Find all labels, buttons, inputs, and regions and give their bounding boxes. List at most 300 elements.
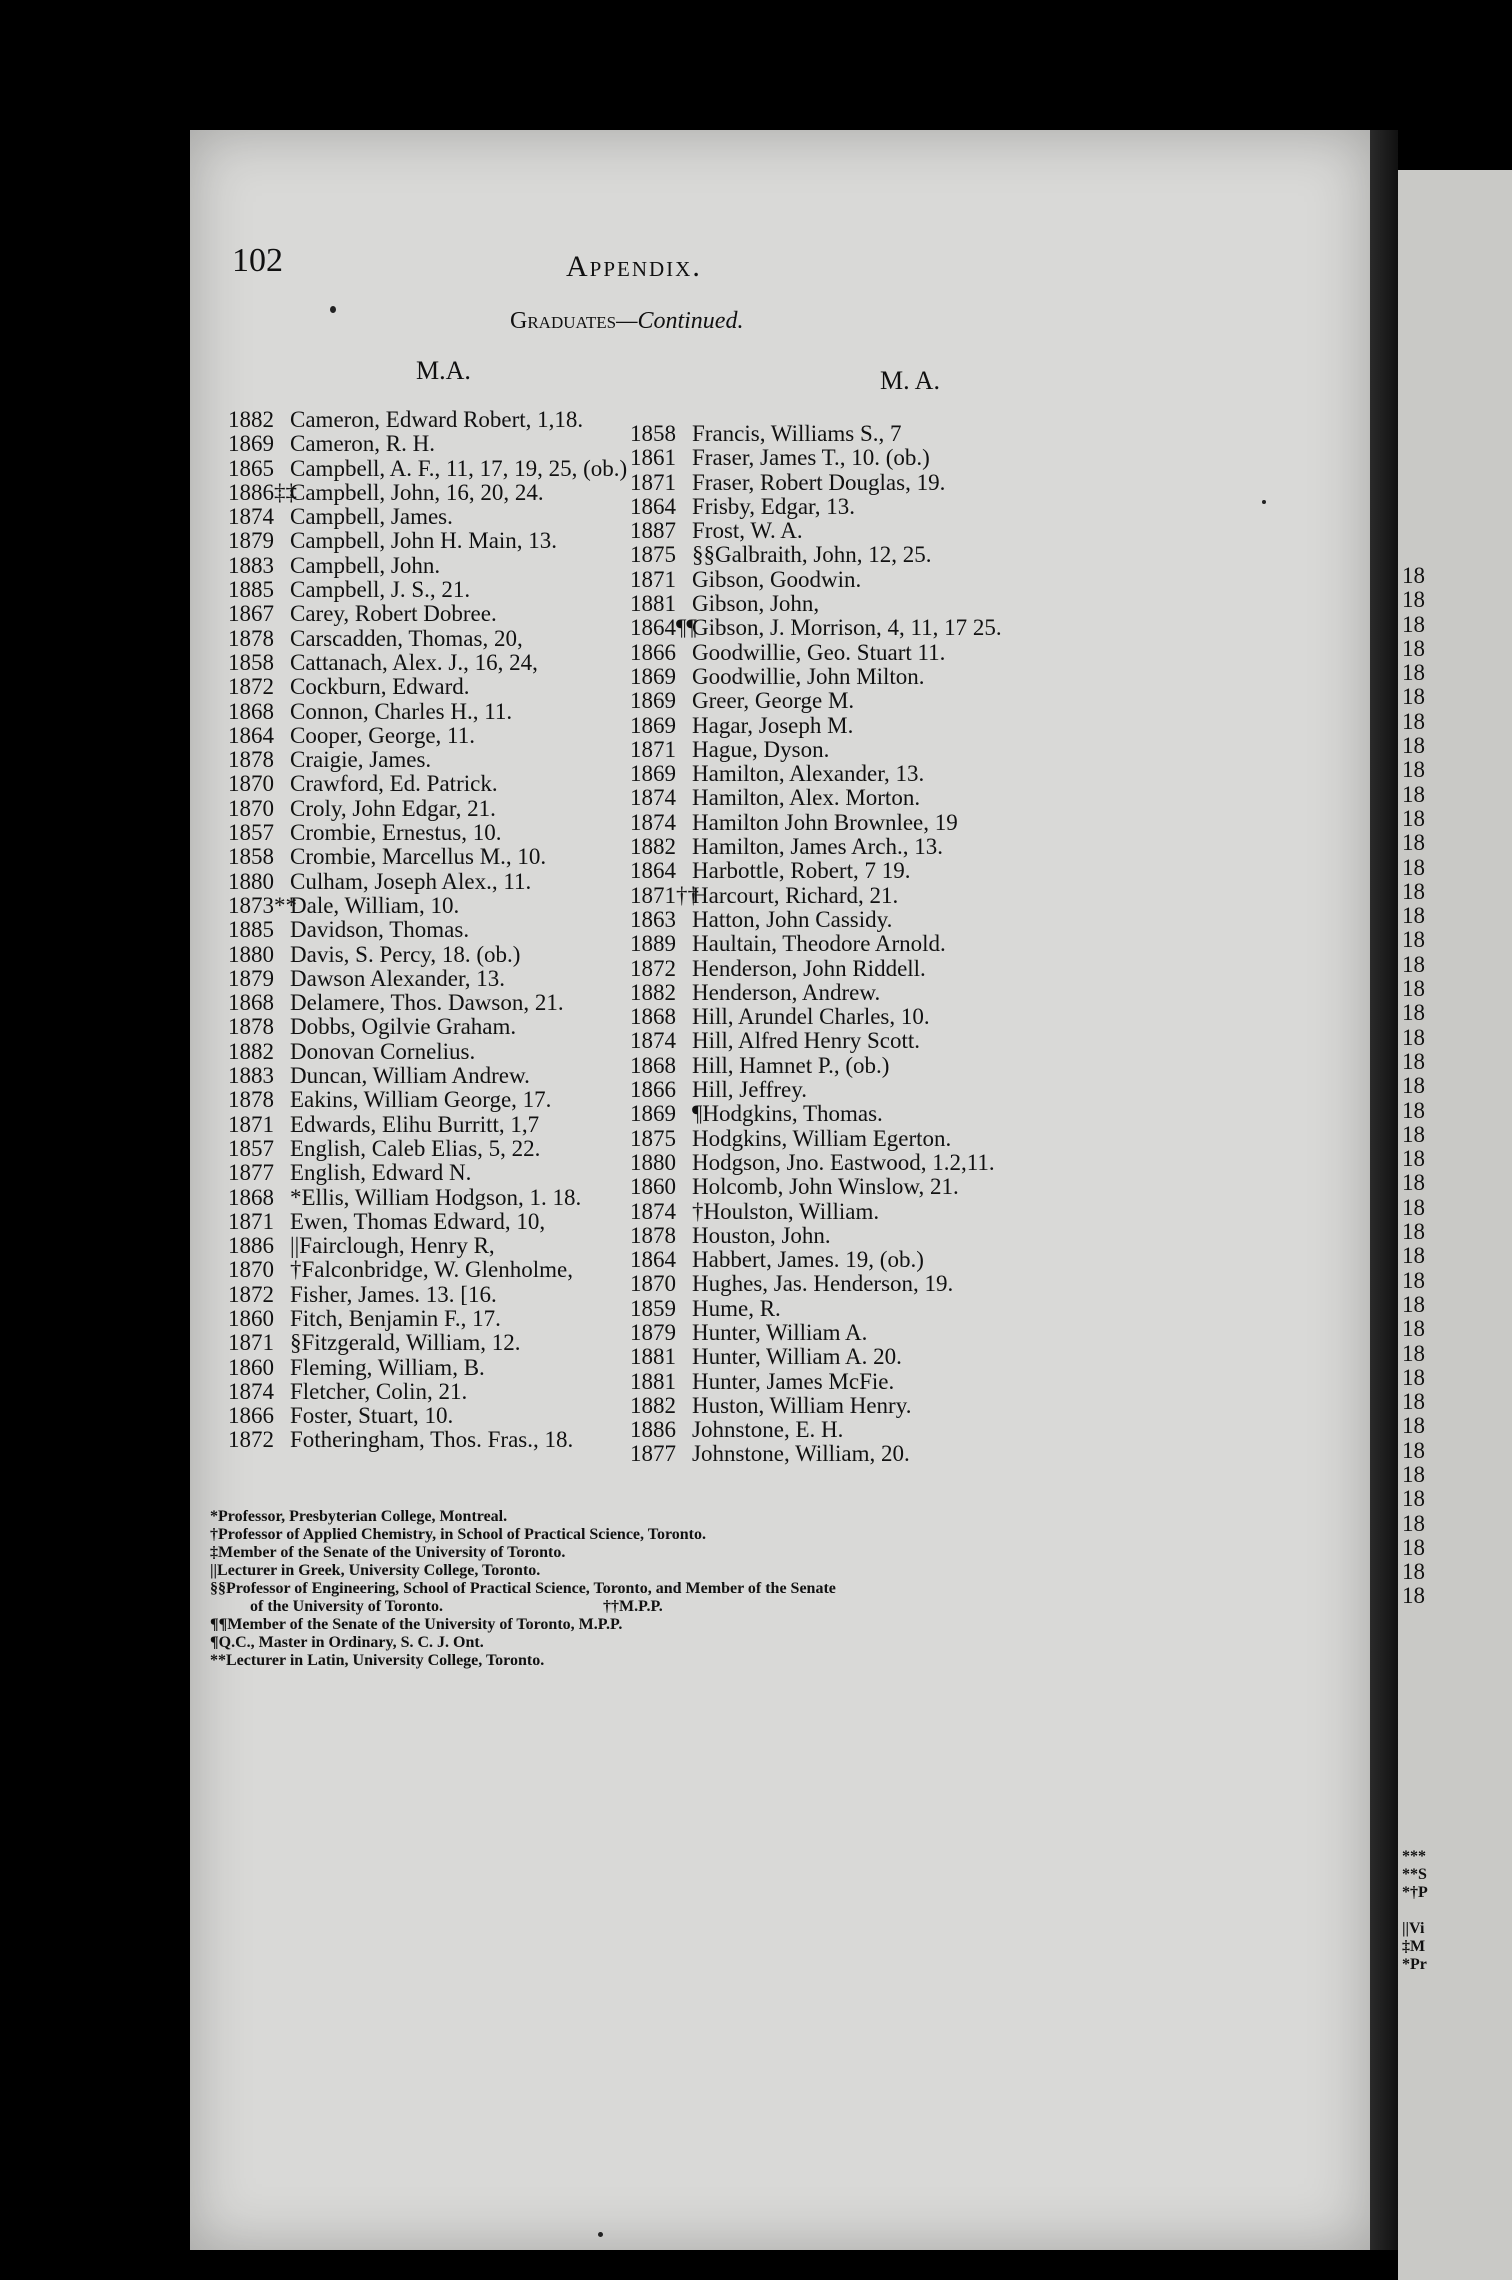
graduation-year: 1879	[228, 529, 274, 554]
adjacent-year-fragment: 18	[1402, 587, 1425, 613]
graduation-year: 1886	[228, 1234, 274, 1259]
graduate-entry	[228, 1040, 638, 1064]
adjacent-year-fragment: 18	[1402, 1364, 1425, 1390]
adjacent-year-fragment: 18	[1402, 1389, 1425, 1415]
graduate-name: Hague, Dyson.	[692, 737, 830, 762]
graduate-entry	[228, 578, 638, 602]
graduate-entry	[228, 1356, 638, 1380]
graduate-entry	[228, 724, 638, 748]
graduation-year: 1875	[630, 1126, 676, 1151]
graduation-year: 1874	[630, 1199, 676, 1224]
graduate-entry	[228, 894, 638, 918]
graduate-name: Goodwillie, John Milton.	[692, 664, 925, 689]
adjacent-year-fragment: 18	[1402, 1243, 1425, 1269]
graduation-year: 1868	[630, 1005, 676, 1030]
graduation-year: 1878	[228, 1088, 274, 1113]
graduation-year: 1885	[228, 578, 274, 603]
graduate-name: Dawson Alexander, 13.	[290, 966, 505, 991]
adjacent-footnote-fragment: ||Vi	[1402, 1920, 1425, 1937]
graduate-name: Hatton, John Cassidy.	[692, 907, 893, 932]
graduate-name: §Fitzgerald, William, 12.	[290, 1331, 521, 1356]
graduation-year: 1871	[228, 1112, 274, 1137]
graduate-entry	[228, 1283, 638, 1307]
adjacent-page-footnote-fragments	[1402, 1848, 1428, 1974]
adjacent-year-fragment: 18	[1402, 1121, 1425, 1147]
graduate-name: Cattanach, Alex. J., 16, 24,	[290, 650, 538, 675]
adjacent-year-fragment: 18	[1402, 1048, 1425, 1074]
graduate-name: Craigie, James.	[290, 748, 432, 773]
graduate-entry	[228, 602, 638, 626]
adjacent-year-fragment: 18	[1402, 805, 1425, 831]
graduation-year: 1871	[228, 1331, 274, 1356]
graduation-year: 1871††	[630, 883, 699, 908]
graduate-entry	[630, 1054, 1080, 1078]
graduate-name: ||Fairclough, Henry R,	[290, 1234, 495, 1259]
section-title: Graduates	[510, 308, 617, 334]
adjacent-year-fragment: 18	[1402, 1559, 1425, 1585]
graduation-year: 1858	[630, 422, 676, 446]
graduation-year: 1872	[228, 675, 274, 700]
graduate-name: Dobbs, Ogilvie Graham.	[290, 1015, 517, 1040]
graduate-name: Campbell, A. F., 11, 17, 19, 25, (ob.)	[290, 456, 628, 481]
page-speck	[330, 306, 336, 313]
graduate-name: Hill, Jeffrey.	[692, 1078, 807, 1103]
graduation-year: 1864¶¶	[630, 616, 697, 641]
graduate-name: Hunter, James McFie.	[692, 1369, 895, 1394]
graduate-entry	[630, 1200, 1080, 1224]
adjacent-footnote-fragment	[1402, 1902, 1428, 1920]
graduate-entry	[228, 627, 638, 651]
graduate-entry	[228, 408, 638, 432]
graduate-entry	[228, 1088, 638, 1112]
graduate-name: Hodgkins, William Egerton.	[692, 1126, 952, 1151]
graduation-year: 1863	[630, 907, 676, 932]
graduation-year: 1859	[630, 1296, 676, 1321]
graduate-entry	[228, 554, 638, 578]
graduation-year: 1870	[228, 796, 274, 821]
graduate-entry	[228, 529, 638, 553]
graduate-name: †Falconbridge, W. Glenholme,	[290, 1258, 573, 1283]
graduate-name: Campbell, John.	[290, 553, 441, 578]
graduation-year: 1880	[228, 942, 274, 967]
graduate-name: Hamilton, James Arch., 13.	[692, 835, 944, 860]
graduation-year: 1860	[630, 1175, 676, 1200]
graduate-name: Fotheringham, Thos. Fras., 18.	[290, 1428, 574, 1453]
graduate-name: Crombie, Marcellus M., 10.	[290, 845, 547, 870]
graduate-name: Croly, John Edgar, 21.	[290, 796, 496, 821]
graduate-name: Henderson, John Riddell.	[692, 956, 926, 981]
adjacent-year-fragment: 18	[1402, 951, 1425, 977]
graduate-entry	[228, 1331, 638, 1355]
graduate-name: Harcourt, Richard, 21.	[692, 883, 899, 908]
graduate-name: *Ellis, William Hodgson, 1. 18.	[290, 1185, 582, 1210]
graduate-entry	[228, 1161, 638, 1185]
graduation-year: 1861	[630, 446, 676, 471]
graduate-name: Crombie, Ernestus, 10.	[290, 821, 502, 846]
graduate-entry	[630, 1248, 1080, 1272]
graduation-year: 1882	[630, 835, 676, 860]
adjacent-year-fragment: 18	[1402, 611, 1425, 637]
footnote: ||Lecturer in Greek, University College, Toronto.	[210, 1562, 541, 1579]
graduate-name: Carey, Robert Dobree.	[290, 602, 497, 627]
graduation-year: 1868	[228, 1185, 274, 1210]
graduate-name: Huston, William Henry.	[692, 1393, 912, 1418]
graduate-entry	[630, 1418, 1080, 1442]
graduation-year: 1864	[228, 723, 274, 748]
graduation-year: 1860	[228, 1306, 274, 1331]
graduate-entry	[228, 991, 638, 1015]
graduate-name: Hagar, Joseph M.	[692, 713, 854, 738]
graduate-entry	[228, 675, 638, 699]
graduation-year: 1882	[630, 1393, 676, 1418]
graduation-year: 1881	[630, 1369, 676, 1394]
graduation-year: 1882	[228, 408, 274, 432]
graduation-year: 1869	[630, 689, 676, 714]
graduate-entry	[228, 1064, 638, 1088]
graduate-name: Fleming, William, B.	[290, 1355, 485, 1380]
graduation-year: 1883	[228, 553, 274, 578]
adjacent-year-fragment: 18	[1402, 757, 1425, 783]
graduate-entry	[630, 811, 1080, 835]
graduate-entry	[630, 908, 1080, 932]
graduation-year: 1858	[228, 650, 274, 675]
graduation-year: 1885	[228, 918, 274, 943]
graduate-entry	[228, 1015, 638, 1039]
graduate-entry	[228, 797, 638, 821]
graduation-year: 1872	[630, 956, 676, 981]
graduation-year: 1864	[630, 1248, 676, 1273]
graduation-year: 1872	[228, 1282, 274, 1307]
graduate-entry	[228, 1137, 638, 1161]
graduate-name: Cameron, Edward Robert, 1,18.	[290, 408, 584, 432]
graduation-year: 1864	[630, 494, 676, 519]
graduate-entry	[630, 641, 1080, 665]
adjacent-year-fragment: 18	[1402, 1170, 1425, 1196]
page-speck	[598, 2232, 603, 2237]
graduate-entry	[228, 967, 638, 991]
graduate-name: Davidson, Thomas.	[290, 918, 470, 943]
graduation-year: 1879	[630, 1320, 676, 1345]
graduate-name: §§Galbraith, John, 12, 25.	[692, 543, 932, 568]
graduate-entry	[228, 870, 638, 894]
graduate-entry	[630, 859, 1080, 883]
graduate-entry	[228, 845, 638, 869]
graduate-entry	[228, 943, 638, 967]
graduate-name: Goodwillie, Geo. Stuart 11.	[692, 640, 946, 665]
adjacent-year-fragment: 18	[1402, 684, 1425, 710]
graduate-name: Davis, S. Percy, 18. (ob.)	[290, 942, 521, 967]
running-head: Appendix.	[566, 250, 702, 283]
graduate-name: Campbell, John, 16, 20, 24.	[290, 480, 544, 505]
graduation-year: 1870	[228, 1258, 274, 1283]
graduation-year: 1866	[228, 1404, 274, 1429]
adjacent-year-fragment: 18	[1402, 830, 1425, 856]
adjacent-footnote-fragment: *Pr	[1402, 1956, 1427, 1973]
graduate-entry	[630, 1272, 1080, 1296]
adjacent-year-fragment: 18	[1402, 1437, 1425, 1463]
graduation-year: 1883	[228, 1064, 274, 1089]
graduation-year: 1865	[228, 456, 274, 481]
graduate-name: Hamilton John Brownlee, 19	[692, 810, 958, 835]
graduate-entry	[228, 1186, 638, 1210]
section-heading	[510, 308, 743, 335]
graduation-year: 1881	[630, 1345, 676, 1370]
footnote: **Lecturer in Latin, University College, Toronto.	[210, 1652, 545, 1669]
graduate-entry	[630, 422, 1080, 446]
graduate-entry	[630, 665, 1080, 689]
graduate-name: Fitch, Benjamin F., 17.	[290, 1306, 501, 1331]
page-speck	[1262, 500, 1266, 504]
graduate-name: Hamilton, Alex. Morton.	[692, 786, 921, 811]
graduate-name: Donovan Cornelius.	[290, 1039, 476, 1064]
graduation-year: 1869	[630, 1102, 676, 1127]
graduate-name: Hunter, William A.	[692, 1320, 868, 1345]
graduation-year: 1857	[228, 821, 274, 846]
graduate-entry	[228, 1404, 638, 1428]
adjacent-footnote-fragment: ‡M	[1402, 1938, 1426, 1955]
graduation-year: 1878	[228, 626, 274, 651]
graduate-entry	[630, 1029, 1080, 1053]
graduation-year: 1874	[630, 1029, 676, 1054]
graduation-year: 1867	[228, 602, 274, 627]
adjacent-year-fragment: 18	[1402, 563, 1425, 588]
graduate-name: Hodgson, Jno. Eastwood, 1.2,11.	[692, 1150, 995, 1175]
adjacent-year-fragment: 18	[1402, 976, 1425, 1002]
graduate-name: Culham, Joseph Alex., 11.	[290, 869, 532, 894]
graduate-entry	[228, 1428, 638, 1452]
graduation-year: 1869	[630, 762, 676, 787]
graduate-name: Haultain, Theodore Arnold.	[692, 932, 946, 957]
graduate-entry	[630, 568, 1080, 592]
graduation-year: 1880	[630, 1150, 676, 1175]
graduate-entry	[630, 592, 1080, 616]
right-graduate-list	[630, 422, 1080, 1467]
graduate-entry	[228, 481, 638, 505]
graduate-name: Cockburn, Edward.	[290, 675, 470, 700]
graduate-entry	[630, 786, 1080, 810]
graduate-name: Dale, William, 10.	[290, 893, 460, 918]
footnote: ‡Member of the Senate of the University of Toronto.	[210, 1544, 566, 1561]
graduate-name: Gibson, John,	[692, 592, 820, 617]
graduate-entry	[228, 457, 638, 481]
graduation-year: 1868	[228, 991, 274, 1016]
graduate-entry	[630, 1321, 1080, 1345]
adjacent-year-fragment: 18	[1402, 878, 1425, 904]
graduate-entry	[228, 432, 638, 456]
graduate-entry	[630, 1005, 1080, 1029]
graduate-name: Cameron, R. H.	[290, 432, 436, 457]
graduate-entry	[228, 1307, 638, 1331]
graduation-year: 1886‡‡	[228, 480, 297, 505]
footnote: of the University of Toronto. ††M.P.P.	[210, 1598, 663, 1615]
graduation-year: 1874	[228, 1379, 274, 1404]
graduation-year: 1878	[228, 748, 274, 773]
adjacent-footnote-fragment: ***	[1402, 1848, 1426, 1865]
graduate-entry	[228, 748, 638, 772]
graduate-name: English, Caleb Elias, 5, 22.	[290, 1136, 541, 1161]
adjacent-year-fragment: 18	[1402, 854, 1425, 880]
graduate-name: Campbell, James.	[290, 505, 453, 530]
graduate-name: Crawford, Ed. Patrick.	[290, 772, 498, 797]
adjacent-year-fragment: 18	[1402, 781, 1425, 807]
graduate-entry	[630, 932, 1080, 956]
footnote: †Professor of Applied Chemistry, in School of Practical Science, Toronto.	[210, 1526, 706, 1543]
graduate-entry	[228, 700, 638, 724]
footnote: §§Professor of Engineering, School of Practical Science, Toronto, and Member of the Senate	[210, 1580, 836, 1597]
graduation-year: 1878	[630, 1223, 676, 1248]
graduate-entry	[630, 616, 1080, 640]
graduate-entry	[630, 519, 1080, 543]
graduation-year: 1874	[630, 810, 676, 835]
section-continued: —Continued.	[616, 308, 744, 334]
adjacent-year-fragment: 18	[1402, 1219, 1425, 1245]
graduate-entry	[630, 714, 1080, 738]
graduation-year: 1880	[228, 869, 274, 894]
graduate-name: Frost, W. A.	[692, 519, 803, 544]
graduation-year: 1864	[630, 859, 676, 884]
graduate-entry	[630, 689, 1080, 713]
graduate-entry	[630, 1078, 1080, 1102]
graduate-entry	[228, 1113, 638, 1137]
graduation-year: 1872	[228, 1428, 274, 1453]
graduate-entry	[630, 1370, 1080, 1394]
graduation-year: 1877	[630, 1442, 676, 1467]
graduation-year: 1869	[630, 664, 676, 689]
graduation-year: 1874	[630, 786, 676, 811]
graduate-entry	[630, 495, 1080, 519]
graduate-entry	[630, 1345, 1080, 1369]
adjacent-year-fragment: 18	[1402, 1413, 1425, 1439]
adjacent-page-edge	[1398, 170, 1512, 2280]
graduation-year: 1877	[228, 1161, 274, 1186]
graduate-name: Holcomb, John Winslow, 21.	[692, 1175, 959, 1200]
graduate-entry	[228, 505, 638, 529]
graduate-entry	[630, 884, 1080, 908]
graduate-name: Fraser, Robert Douglas, 19.	[692, 470, 946, 495]
graduate-name: Fletcher, Colin, 21.	[290, 1379, 468, 1404]
footnote: *Professor, Presbyterian College, Montreal.	[210, 1508, 508, 1525]
graduate-entry	[630, 1127, 1080, 1151]
adjacent-year-fragment: 18	[1402, 1291, 1425, 1317]
graduate-entry	[228, 772, 638, 796]
graduate-name: Fraser, James T., 10. (ob.)	[692, 446, 930, 471]
graduate-name: Hill, Hamnet P., (ob.)	[692, 1053, 890, 1078]
adjacent-year-fragment: 18	[1402, 1024, 1425, 1050]
graduate-entry	[630, 446, 1080, 470]
graduation-year: 1871	[228, 1209, 274, 1234]
graduation-year: 1882	[228, 1039, 274, 1064]
graduate-entry	[630, 1175, 1080, 1199]
graduation-year: 1868	[228, 699, 274, 724]
graduation-year: 1887	[630, 519, 676, 544]
graduate-entry	[630, 1224, 1080, 1248]
left-graduate-list	[228, 408, 638, 1453]
adjacent-year-fragment: 18	[1402, 1097, 1425, 1123]
adjacent-page-year-fragments	[1402, 564, 1425, 1609]
graduate-name: Cooper, George, 11.	[290, 723, 475, 748]
graduation-year: 1889	[630, 932, 676, 957]
adjacent-year-fragment: 18	[1402, 927, 1425, 953]
graduate-entry	[630, 762, 1080, 786]
book-spine	[1370, 130, 1398, 2250]
graduate-name: Eakins, William George, 17.	[290, 1088, 552, 1113]
graduation-year: 1860	[228, 1355, 274, 1380]
graduate-name: ¶Hodgkins, Thomas.	[692, 1102, 883, 1127]
graduate-name: Habbert, James. 19, (ob.)	[692, 1248, 924, 1273]
graduate-name: †Houlston, William.	[692, 1199, 880, 1224]
graduate-name: Campbell, J. S., 21.	[290, 578, 471, 603]
graduation-year: 1871	[630, 470, 676, 495]
graduate-name: Francis, Williams S., 7	[692, 422, 902, 446]
graduate-name: Connon, Charles H., 11.	[290, 699, 513, 724]
graduation-year: 1879	[228, 966, 274, 991]
graduate-name: Harbottle, Robert, 7 19.	[692, 859, 911, 884]
adjacent-year-fragment: 18	[1402, 903, 1425, 929]
adjacent-year-fragment: 18	[1402, 1073, 1425, 1099]
graduation-year: 1871	[630, 567, 676, 592]
adjacent-year-fragment: 18	[1402, 635, 1425, 661]
graduation-year: 1869	[630, 713, 676, 738]
graduate-entry	[630, 981, 1080, 1005]
adjacent-year-fragment: 18	[1402, 1146, 1425, 1172]
graduate-entry	[228, 651, 638, 675]
graduation-year: 1874	[228, 505, 274, 530]
graduate-name: Fisher, James. 13. [16.	[290, 1282, 497, 1307]
adjacent-year-fragment: 18	[1402, 1461, 1425, 1487]
graduation-year: 1866	[630, 1078, 676, 1103]
graduation-year: 1871	[630, 737, 676, 762]
graduation-year: 1878	[228, 1015, 274, 1040]
graduate-name: Hunter, William A. 20.	[692, 1345, 902, 1370]
graduate-name: Hughes, Jas. Henderson, 19.	[692, 1272, 954, 1297]
adjacent-year-fragment: 18	[1402, 1340, 1425, 1366]
graduate-name: Hill, Alfred Henry Scott.	[692, 1029, 921, 1054]
graduate-name: Hamilton, Alexander, 13.	[692, 762, 925, 787]
adjacent-year-fragment: 18	[1402, 733, 1425, 759]
adjacent-year-fragment: 18	[1402, 1583, 1425, 1609]
graduation-year: 1881	[630, 592, 676, 617]
graduate-entry	[630, 1102, 1080, 1126]
graduate-entry	[630, 1151, 1080, 1175]
graduation-year: 1882	[630, 980, 676, 1005]
graduation-year: 1875	[630, 543, 676, 568]
graduate-entry	[630, 957, 1080, 981]
graduate-entry	[630, 1297, 1080, 1321]
graduate-entry	[630, 471, 1080, 495]
graduate-name: Johnstone, William, 20.	[692, 1442, 910, 1467]
graduate-name: Carscadden, Thomas, 20,	[290, 626, 523, 651]
graduate-name: Frisby, Edgar, 13.	[692, 494, 856, 519]
graduate-entry	[228, 1234, 638, 1258]
right-column-heading: M. A.	[880, 366, 940, 395]
adjacent-footnote-fragment: *†P	[1402, 1884, 1428, 1901]
graduate-entry	[228, 1380, 638, 1404]
adjacent-year-fragment: 18	[1402, 1194, 1425, 1220]
adjacent-year-fragment: 18	[1402, 708, 1425, 734]
graduate-entry	[630, 835, 1080, 859]
graduation-year: 1858	[228, 845, 274, 870]
graduate-name: Ewen, Thomas Edward, 10,	[290, 1209, 546, 1234]
adjacent-year-fragment: 18	[1402, 660, 1425, 686]
adjacent-year-fragment: 18	[1402, 1316, 1425, 1342]
graduate-entry	[630, 1394, 1080, 1418]
graduate-entry	[228, 1258, 638, 1282]
adjacent-year-fragment: 18	[1402, 1267, 1425, 1293]
footnote: ¶Q.C., Master in Ordinary, S. C. J. Ont.	[210, 1634, 484, 1651]
graduate-entry	[630, 543, 1080, 567]
left-column-heading: M.A.	[416, 356, 471, 385]
graduate-name: English, Edward N.	[290, 1161, 472, 1186]
